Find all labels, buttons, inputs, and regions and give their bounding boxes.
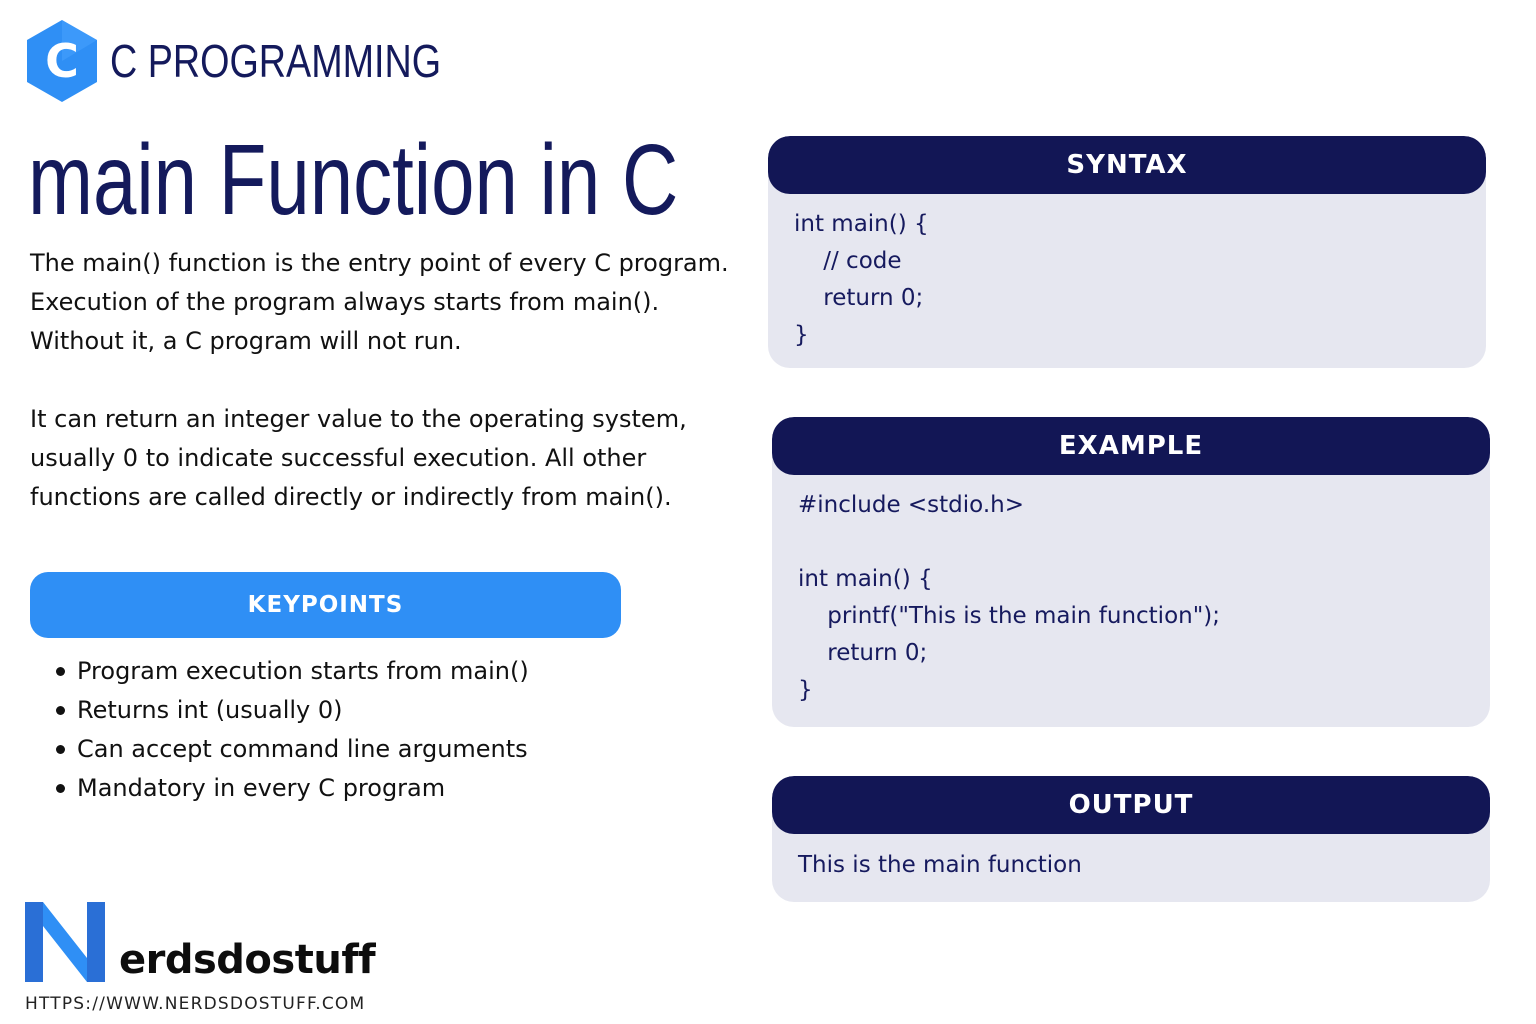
output-heading: OUTPUT (772, 776, 1490, 834)
website-url: HTTPS://WWW.NERDSDOSTUFF.COM (25, 994, 366, 1014)
keypoint-text: Mandatory in every C program (77, 774, 446, 802)
keypoint-text: Returns int (usually 0) (77, 696, 343, 724)
keypoint-text: Can accept command line arguments (77, 735, 528, 763)
intro-paragraph-2: It can return an integer value to the operating system, usually 0 to indicate successful execution. All other functions are called directly or indirectly from main(). (30, 405, 687, 511)
code-line: printf("This is the main function"); (798, 603, 1221, 629)
output-card (772, 776, 1490, 902)
keypoint-item (56, 652, 529, 691)
nerdsdostuff-logo (25, 902, 375, 982)
brand-title: C PROGRAMMING (110, 35, 442, 87)
nerds-wordmark: erdsdostuff (119, 937, 376, 983)
example-heading: EXAMPLE (772, 417, 1490, 475)
code-line: return 0; (798, 640, 928, 666)
code-line: } (798, 677, 813, 703)
c-language-logo-icon (24, 18, 100, 104)
code-line: // code (794, 248, 902, 274)
example-code (772, 475, 1490, 727)
syntax-code (768, 194, 1486, 368)
keypoints-heading: KEYPOINTS (30, 572, 621, 638)
nerds-n-logo-icon (25, 902, 105, 982)
logo-letter: C (45, 34, 79, 88)
code-line: int main() { (794, 211, 929, 237)
code-line: } (794, 322, 809, 348)
keypoint-item (56, 730, 529, 769)
bullet-icon (56, 706, 65, 715)
brand-header (24, 18, 514, 104)
code-line: return 0; (794, 285, 924, 311)
code-line (798, 524, 1464, 561)
bullet-icon (56, 784, 65, 793)
intro-paragraph-1: The main() function is the entry point of every C program. Execution of the program always starts from main(). Without it, a C program will not run. (30, 249, 729, 355)
bullet-icon (56, 745, 65, 754)
output-body (772, 834, 1490, 902)
keypoint-text: Program execution starts from main() (77, 657, 529, 685)
keypoint-item (56, 691, 529, 730)
code-line: int main() { (798, 566, 933, 592)
syntax-card (768, 136, 1486, 368)
keypoints-list (56, 652, 529, 808)
bullet-icon (56, 667, 65, 676)
keypoint-item (56, 769, 529, 808)
syntax-heading: SYNTAX (768, 136, 1486, 194)
page-title: main Function in C (28, 124, 679, 236)
output-text: This is the main function (798, 852, 1082, 878)
code-line: #include <stdio.h> (798, 492, 1025, 518)
example-card (772, 417, 1490, 727)
